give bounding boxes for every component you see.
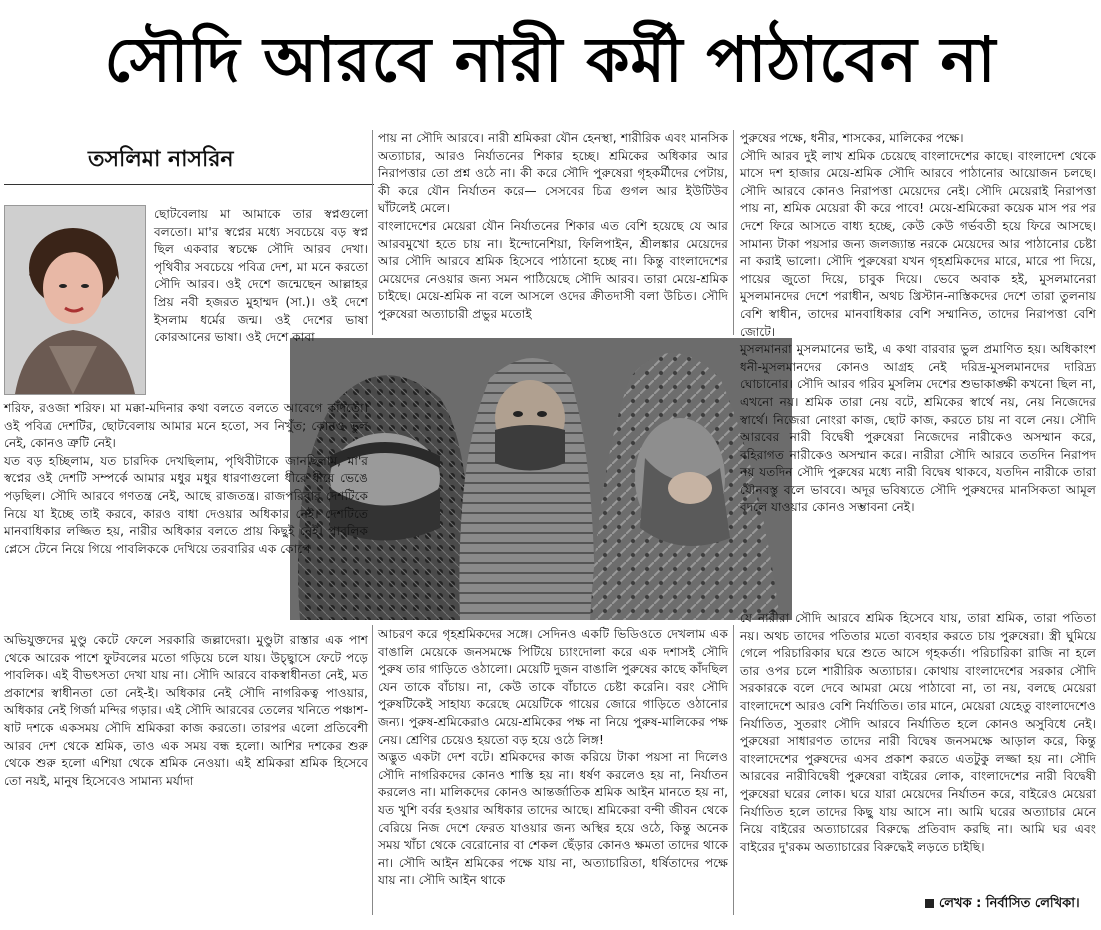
paragraph: পায় না সৌদি আরবে। নারী শ্রমিকরা যৌন হেনস্থা, শারীরিক এবং মানসিক অত্যাচার, আরও নির্যাতনের শিকার হচ্ছে। শ্রমিকের অধিকার আর নিরাপত্তার তো প্রশ্ন ওঠে না। কী করে সৌদি পুরুষেরা গৃহকর্মীদের পেটায়, কী করে যৌন নির্যাতন করে— সেসবের চিত্র গুগল আর ইউটিউব ঘাঁটলেই মেলে। — [378, 131, 728, 216]
byline-divider — [4, 184, 374, 185]
paragraph: যে নারীরা সৌদি আরবে শ্রমিক হিসেবে যায়, তারা শ্রমিক, তারা পতিতা নয়। অথচ তাদের পতিতার মতো ব্যবহার করতে চায় পুরুষেরা। স্ত্রী ঘুমিয়ে গেলে পরিচারিকার ঘরে শুতে আসে গৃহকর্তা। পরিচারিকা রাজি না হলে তার ওপর চলে শারীরিক অত্যাচার। কোথায় বাংলাদেশের সরকার সৌদি সরকারকে বলে দেবে আমরা মেয়ে পাঠাবো না, তা নয়, বলছে মেয়েরা বাংলাদেশে আরও বেশি নির্যাতিত। তার মানে, মেয়েরা যেহেতু বাংলাদেশেও নির্যাতিত, সুতরাং সৌদি আরবে নির্যাতিত হলে কোনও অসুবিধে নেই। পুরুষেরা সাধারণত তাদের নারী বিদ্বেষ জনসমক্ষে আড়াল করে, কিন্তু বাংলাদেশের পুরুষদের এসব প্রকাশ করতে এতটুকু লজ্জা হয় না। সৌদি আরবের নারীবিদ্বেষী পুরুষেরা বাইরের লোক, বাংলাদেশের নারী বিদ্বেষী পুরুষেরা ঘরের লোক। ঘরে যারা মেয়েদের নির্যাতন করে, বাইরেও মেয়েরা নির্যাতিত হলে তাদের কিছু যায় আসে না। আমি ঘরের অত্যাচার মেনে নিয়ে বাইরের অত্যাচারের বিরুদ্ধে প্রতিবাদ করছি না। আমি ঘর এবং বাইরের দু'রকম অত্যাচারের বিরুদ্ধেই লড়তে চাইছি। — [740, 611, 1096, 854]
paragraph: পুরুষের পক্ষে, ধনীর, শাসকের, মালিকের পক্ষে। — [740, 131, 964, 145]
paragraph: মুসলমানরা মুসলমানের ভাই, এ কথা বারবার ভুল প্রমাণিত হয়। অধিকাংশ ধনী-মুসলমানদের কোনও আগ্রহ নেই দরিদ্র-মুসলমানদের দারিদ্র্য ঘোচানোর। সৌদি আরব গরিব মুসলিম দেশের শুভাকাঙ্ক্ষী কখনো ছিল না, এখনো নয়। শ্রমিক তারা নেয় বটে, শ্রমিকের স্বার্থে নয়, নেয় নিজেদের স্বার্থে। নিজেরা নোংরা কাজ, ছোট কাজ, করতে চায় না বলে নেয়। সৌদি আরবের নারী বিদ্বেষী পুরুষেরা নিজেদের নারীকেও অসম্মান করে, বহিরাগত নারীকেও অসম্মান করে। নারীরা সৌদি আরবে ততদিন নিরাপদ নয় যতদিন সৌদি পুরুষের মধ্যে নারী বিদ্বেষ থাকবে, যতদিন নারীকে তারা যৌনবস্তু বলে ভাববে। অদূর ভবিষ্যতে সৌদি পুরুষদের মানসিকতা আমূল বদলে যাওয়ার কোনও সম্ভাবনা নেই। — [740, 342, 1096, 515]
column-2-bottom — [378, 626, 728, 890]
bullet-square-icon — [925, 899, 934, 908]
column-3-bottom — [740, 610, 1096, 856]
column-divider-2 — [733, 130, 734, 335]
column-divider-3 — [372, 625, 373, 915]
paragraph: বাংলাদেশের মেয়েরা যৌন নির্যাতনের শিকার এত বেশি হয়েছে যে আর আরবমুখো হতে চায় না। ইন্দোনেশিয়া, ফিলিপাইন, শ্রীলঙ্কার মেয়েদের আর সৌদি আরবে শ্রমিক হিসেবে পাঠানো হচ্ছে না। কিন্তু বাংলাদেশের মেয়েদের নেওয়ার জন্য সমন পাঠিয়েছে সৌদি আরব। তারা মেয়ে-শ্রমিক চাইছে। মেয়ে-শ্রমিক না বলে আসলে ওদের ক্রীতদাসী বলা উচিত। সৌদি পুরুষেরা অত্যাচারী প্রভুর মতোই — [378, 218, 728, 321]
paragraph: অভিযুক্তদের মুণ্ডু কেটে ফেলে সরকারি জল্লাদেরা। মুণ্ডুটা রাস্তার এক পাশ থেকে আরেক পাশে ফুটবলের মতো গড়িয়ে চলে যায়। উচ্ছ্বাসে ফেটে পড়ে পাবলিক। এই বীভৎসতা দেখা যায় না। সৌদি আরবে বাকস্বাধীনতা নেই, মত প্রকাশের স্বাধীনতা তো নেই-ই। অধিকার নেই সৌদি নাগরিকত্ব পাওয়ার, অধিকার নেই গির্জা মন্দির গড়ার। এই সৌদি আরবের তেলের খনিতে পঞ্চাশ-ষাট দশকে একসময় সৌদি শ্রমিকরা কাজ করতো। তারপর এলো প্রতিবেশী আরব দেশ থেকে শ্রমিক, তাও এক সময় বন্ধ হলো। আশির দশকের শুরু থেকে শুরু হলো এশিয়া থেকে শ্রমিক নেওয়া। এই শ্রমিকরা শ্রমিক হিসেবে তো নয়ই, মানুষ হিসেবেও সামান্য মর্যাদা — [4, 633, 368, 788]
author-portrait-icon — [5, 206, 145, 394]
paragraph: যত বড় হচ্ছিলাম, যত চারদিক দেখছিলাম, পৃথিবীটাকে জানছিলাম, মা'র স্বপ্নের ওই দেশটি সম্পর্কে আমার মধুর মধুর ধারণাগুলো ধীরে ধীরে ভেঙে পড়ছিল। সৌদি আরবে গণতন্ত্র নেই, আছে রাজতন্ত্র। রাজপরিবার দেশটিকে নিয়ে যা ইচ্ছে তাই করবে, কারও বাধা দেওয়ার অধিকার নেই। দেশটিতে মানবাধিকার লজ্জিত হয়, নারীর অধিকার বলতে প্রায় কিছুই নেই। পাবলিক প্লেসে টেনে নিয়ে গিয়ে পাবলিককে দেখিয়ে তরবারির এক কোপে — [4, 453, 368, 556]
column-1-body — [4, 400, 368, 558]
author-photo — [4, 205, 146, 395]
column-1-bottom — [4, 632, 368, 790]
author-name: তসলিমা নাসরিন — [88, 146, 234, 172]
column-3-top — [740, 130, 1096, 517]
column-divider-4 — [733, 625, 734, 915]
paragraph: আচরণ করে গৃহশ্রমিকদের সঙ্গে। সেদিনও একটি ভিডিওতে দেখলাম এক বাঙালি মেয়েকে জনসমক্ষে পিটিয়ে চ্যাংদোলা করে এক দশাসই সৌদি পুরুষ তার গাড়িতে ওঠালো। মেয়েটি দুজন বাঙালি পুরুষের কাছে কাঁদছিল যেন তাকে বাঁচায়। না, কেউ তাকে বাঁচাতে চেষ্টা করেনি। বরং সৌদি পুরুষটিকেই সাহায্য করেছে মেয়েটিকে গায়ের জোরে গাড়িতে ওঠানোর জন্য। পুরুষ-শ্রমিকেরাও মেয়ে-শ্রমিকের পক্ষ না নিয়ে পুরুষ-মালিকের পক্ষ নেয়। শ্রেণির চেয়েও হয়তো বড় হয়ে ওঠে লিঙ্গ! — [378, 627, 728, 747]
signature-text: লেখক : নির্বাসিত লেখিকা। — [939, 896, 1080, 911]
paragraph: সৌদি আরব দুই লাখ শ্রমিক চেয়েছে বাংলাদেশের কাছে। বাংলাদেশ থেকে মাসে দশ হাজার মেয়ে-শ্রমিক সৌদি আরবে পাঠানোর আয়োজন চলছে। সৌদি আরবে কোনও নিরাপত্তা মেয়েদের নেই। সৌদি মেয়েরাই নিরাপত্তা পায় না, শ্রমিক মেয়েরা কী করে পাবে! মেয়ে-শ্রমিকেরা কয়েক মাস পর পর দেশে ফিরে আসতে বাধ্য হচ্ছে, কেউ কেউ গর্ভবতী হয়ে ফিরে আসছে। সামান্য টাকা পয়সার জন্য জলজ্যান্ত নরকে মেয়েদের আর পাঠানোর চেষ্টা না করাই ভালো। সৌদি পুরুষেরা যখন গৃহশ্রমিকদের মারে, মারে পা দিয়ে, পায়ের জুতো দিয়ে, চাবুক দিয়ে। ভেবে অবাক হই, মুসলমানেরা মুসলমানদের দেশে পরাধীন, অথচ খ্রিস্টান-নাস্তিকদের দেশে তারা তুলনায় বেশি স্বাধীন, তাদের মানবাধিকার বেশি সম্মানিত, তাদের নিরাপত্তা বেশি জোটে। — [740, 148, 1096, 339]
paragraph: অদ্ভুত একটা দেশ বটে। শ্রমিকদের কাজ করিয়ে টাকা পয়সা না দিলেও সৌদি নাগরিকদের কোনও শাস্তি হয় না। ধর্ষণ করলেও হয় না, নির্যাতন করলেও না। মালিকদের কোনও আন্তর্জাতিক শ্রমিক আইন মানতে হয় না, যত খুশি বর্বর হওয়ার অধিকার তাদের আছে। শ্রমিকেরা বন্দী জীবন থেকে বেরিয়ে নিজ দেশে ফেরত যাওয়ার জন্য অস্থির হয়ে ওঠে, কিন্তু অনেক সময় খাঁচা থেকে বেরোনোর বা শেকল ছেঁড়ার কোনও ক্ষমতা তাদের থাকে না। সৌদি আইন শ্রমিকের পক্ষে যায় না, অত্যাচারিতা, ধর্ষিতাদের পক্ষে যায় না। সৌদি আইন থাকে — [378, 750, 728, 888]
paragraph: শরিফ, রওজা শরিফ। মা মক্কা-মদিনার কথা বলতে বলতে আবেগে কাঁদতো। ওই পবিত্র দেশটির, ছোটবেলায় আমার মনে হতো, সব নিখুঁত; কোনও ভুল নেই, কোনও ত্রুটি নেই। — [4, 401, 368, 451]
column-1-intro — [154, 206, 368, 347]
column-divider-1 — [372, 130, 373, 335]
paragraph: ছোটবেলায় মা আমাকে তার স্বপ্নগুলো বলতো। মা'র স্বপ্নের মধ্যে সবচেয়ে বড় স্বপ্ন ছিল একবার স্বচক্ষে সৌদি আরব দেখা। পৃথিবীর সবচেয়ে পবিত্র দেশ, মা মনে করতো সৌদি আরব। ওই দেশে জন্মেছেন আল্লাহর প্রিয় নবী হজরত মুহাম্মদ (সা.)। ওই দেশে ইসলাম ধর্মের জন্ম। ওই দেশের ভাষা কোরআনের ভাষা। ওই দেশে কাবা — [154, 207, 368, 345]
author-signature — [925, 894, 1080, 915]
headline: সৌদি আরবে নারী কর্মী পাঠাবেন না — [104, 23, 997, 96]
column-2-top — [378, 130, 728, 324]
